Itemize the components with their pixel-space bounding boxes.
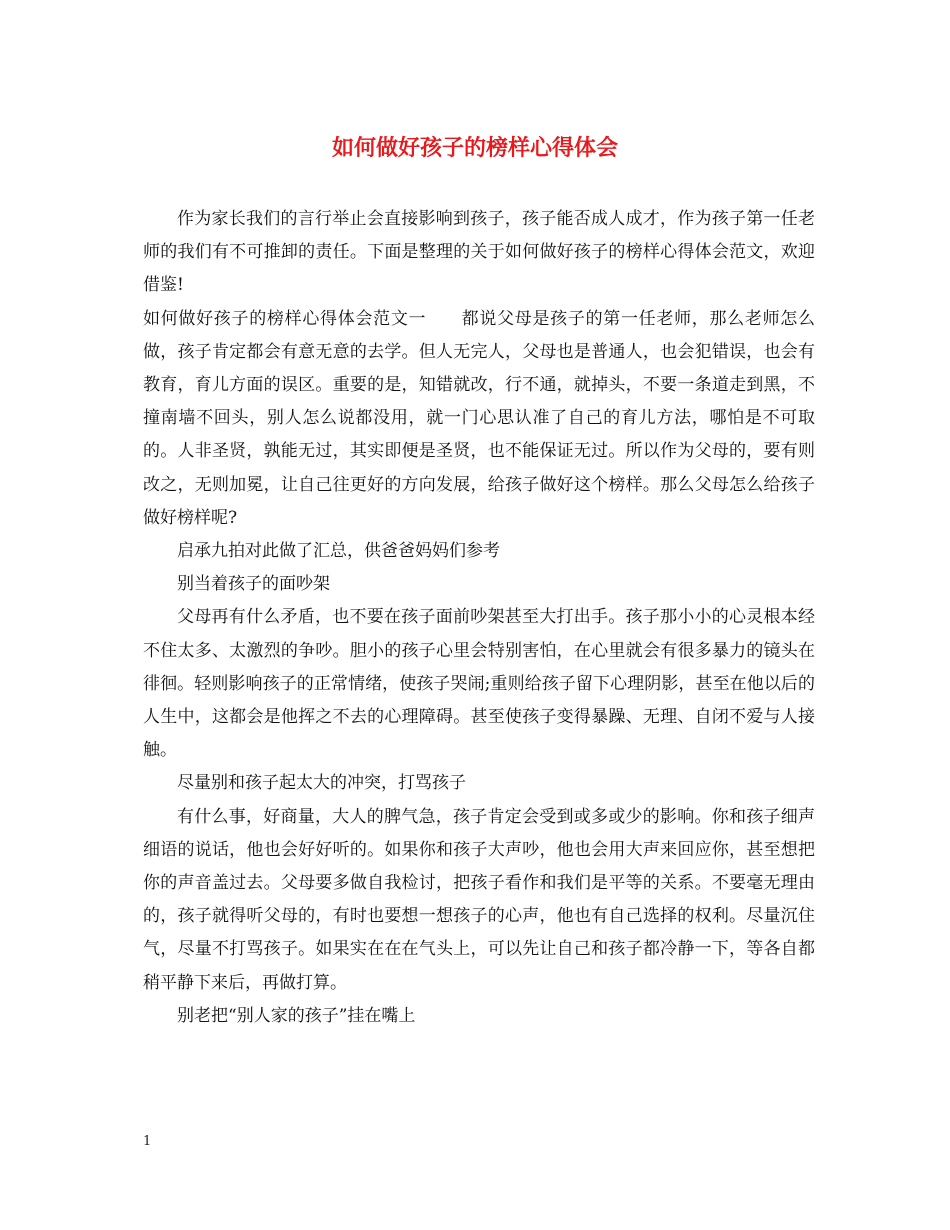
section-heading-no-quarrel: 别当着孩子的面吵架 [177,574,330,595]
document-body [143,203,815,1033]
paragraph-avoid-conflict: 有什么事，好商量，大人的脾气急，孩子肯定会受到或多或少的影响。你和孩子细声细语的说话，他也会好好听的。如果你和孩子大声吵，他也会用大声来回应你，甚至想把你的声音盖过去。父母要多做自我检讨，把孩子看作和我们是平等的关系。不要毫无理由的，孩子就得听父母的，有时也要想一想孩子的心声，他也有自己选择的权利。尽量沉住气，尽量不打骂孩子。如果实在在在气头上，可以先让自己和孩子都冷静一下，等各自都稍平静下来后，再做打算。 [143,806,815,993]
section-heading-avoid-conflict: 尽量别和孩子起太大的冲突，打骂孩子 [177,773,466,794]
section-heading-other-kids: 别老把“别人家的孩子”挂在嘴上 [177,1005,416,1026]
document-title: 如何做好孩子的榜样心得体会 [331,135,618,161]
paragraph-intro: 作为家长我们的言行举止会直接影响到孩子，孩子能否成人成才，作为孩子第一任老师的我们有不可推卸的责任。下面是整理的关于如何做好孩子的榜样心得体会范文，欢迎借鉴! [143,209,815,296]
paragraph-sample-one: 如何做好孩子的榜样心得体会范文一 都说父母是孩子的第一任老师，那么老师怎么做，孩子肯定都会有意无意的去学。但人无完人，父母也是普通人，也会犯错误，也会有教育，育儿方面的误区。重要的是，知错就改，行不通，就掉头，不要一条道走到黑，不撞南墙不回头，别人怎么说都没用，就一门心思认准了自己的育儿方法，哪怕是不可取的。人非圣贤，孰能无过，其实即便是圣贤，也不能保证无过。所以作为父母的，要有则改之，无则加冕，让自己往更好的方向发展，给孩子做好这个榜样。那么父母怎么给孩子做好榜样呢? [143,308,815,528]
paragraph-summary-note: 启承九拍对此做了汇总，供爸爸妈妈们参考 [177,541,500,562]
paragraph-no-quarrel: 父母再有什么矛盾，也不要在孩子面前吵架甚至大打出手。孩子那小小的心灵根本经不住太多、太激烈的争吵。胆小的孩子心里会特别害怕，在心里就会有很多暴力的镜头在徘徊。轻则影响孩子的正常情绪，使孩子哭闹;重则给孩子留下心理阴影，甚至在他以后的人生中，这都会是他挥之不去的心理障碍。甚至使孩子变得暴躁、无理、自闭不爱与人接触。 [143,607,815,761]
page-number: 1 [143,1134,152,1149]
